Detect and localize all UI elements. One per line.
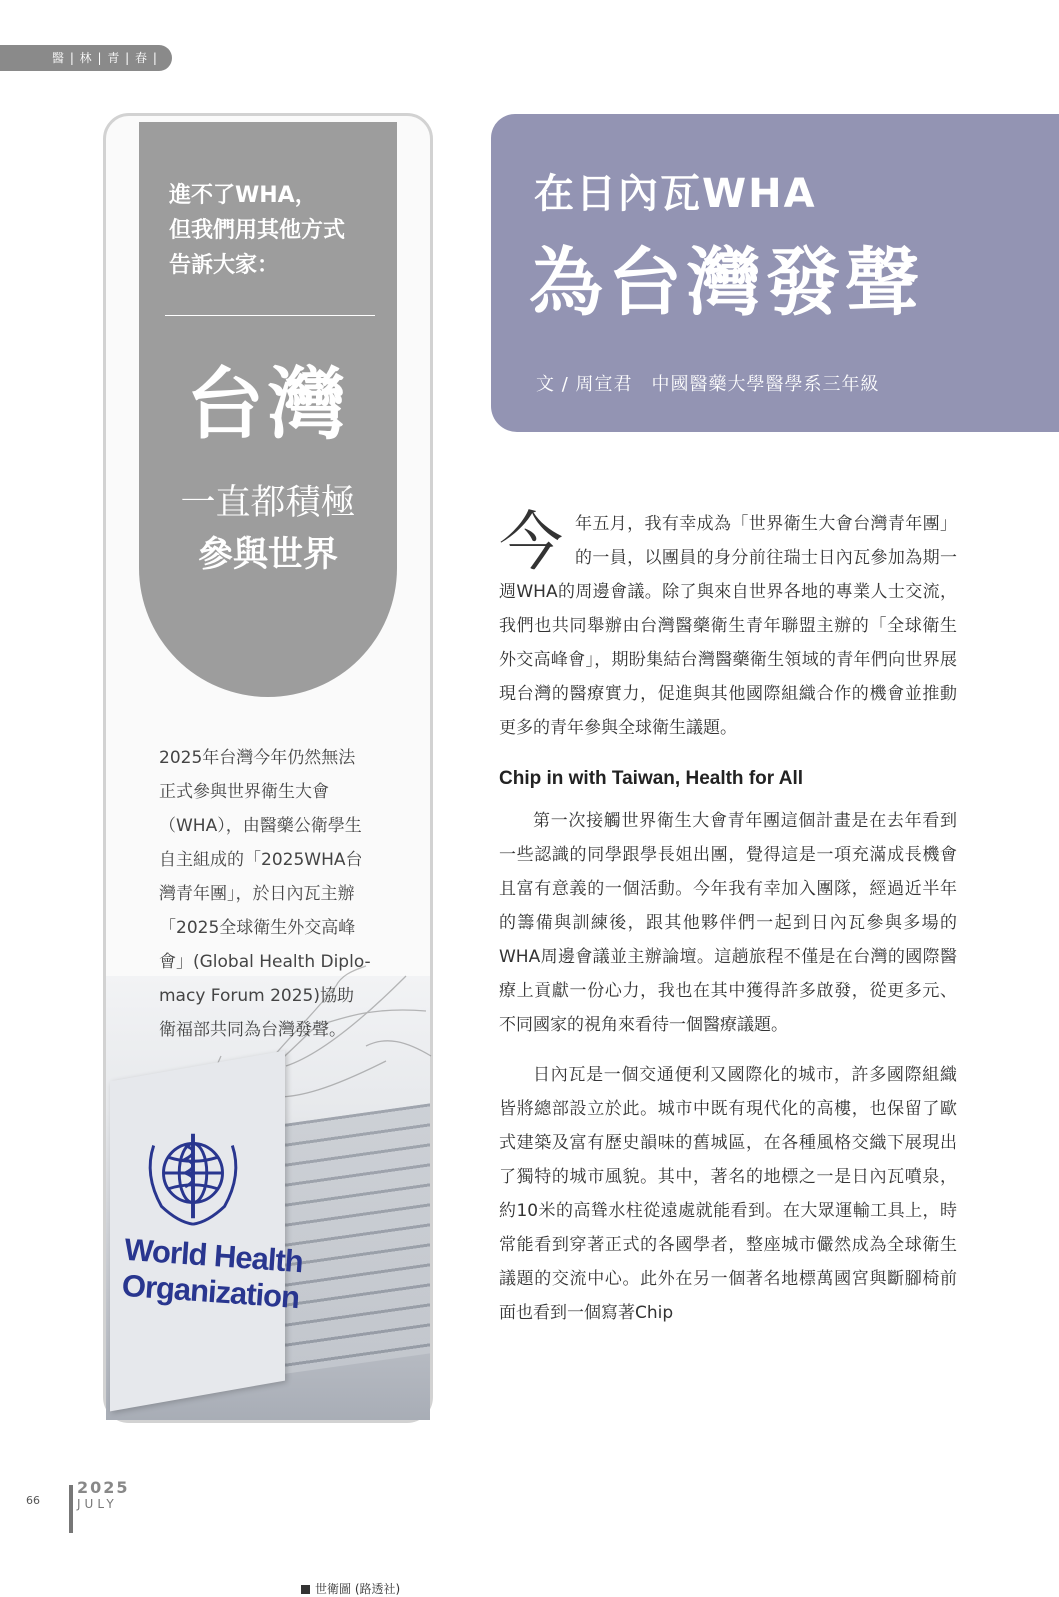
article-body: [499, 507, 957, 1330]
intro-line: 自主組成的「2025WHA台: [159, 850, 363, 870]
section-tab: 醫 | 林 | 青 | 春 | 版: [0, 45, 172, 71]
footer-month: JULY: [77, 1497, 118, 1511]
byline: 文 / 周宣君 中國醫藥大學醫學系三年級: [536, 374, 880, 395]
who-sign-line2: Organization: [120, 1267, 301, 1316]
sidebar-subtitle: [169, 178, 345, 283]
sidebar-subtitle-line: 但我們用其他方式: [169, 218, 346, 243]
drop-cap: 今: [499, 506, 563, 580]
paragraph-1-text: 年五月，我有幸成為「世界衛生大會台灣青年團」的一員，以團員的身分前往瑞士日內瓦參加為期一週WHA的周邊會議。除了與來自世界各地的專業人士交流，我們也共同舉辦由台灣醫藥衛生青年聯盟主辦的「全球衛生外交高峰會」，期盼集結台灣醫藥衛生領域的青年們向世界展現台灣的醫療實力，促進與其他國際組織合作的機會並推動更多的青年參與全球衛生議題。: [499, 514, 957, 738]
sidebar-subtitle-line: 進不了WHA，: [169, 183, 317, 208]
photo-caption: [301, 1580, 400, 1597]
photo-caption-text: 世衛圖 (路透社): [315, 1582, 401, 1596]
who-sign-text: [121, 1232, 304, 1316]
intro-line: 灣青年團」，於日內瓦主辦: [159, 884, 355, 904]
intro-line: 「2025全球衛生外交高峰: [159, 918, 356, 938]
title-line2: 為台灣發聲: [529, 240, 924, 326]
intro-line: 2025年台灣今年仍然無法: [159, 748, 356, 768]
who-sign-line1: World Health: [123, 1231, 304, 1280]
intro-line: （WHA），由醫藥公衛學生: [159, 816, 362, 836]
caption-square-icon: [301, 1585, 310, 1594]
sidebar-divider: [165, 315, 375, 316]
page-number: 66: [26, 1494, 40, 1507]
intro-line: macy Forum 2025)協助: [159, 986, 354, 1006]
title-line1: 在日內瓦WHA: [534, 171, 817, 217]
article-paragraph-3: 日內瓦是一個交通便利又國際化的城市，許多國際組織皆將總部設立於此。城市中既有現代化的高樓，也保留了歐式建築及富有歷史韻味的舊城區，在各種風格交織下展現出了獨特的城市風貌。其中，著名的地標之一是日內瓦噴泉，約10米的高聳水柱從遠處就能看到。在大眾運輸工具上，時常能看到穿著正式的各國學者，整座城市儼然成為全球衛生議題的交流中心。此外在另一個著名地標萬國宮與斷腳椅前面也看到一個寫著Chip: [499, 1065, 957, 1323]
sidebar-subtitle-line: 告訴大家：: [169, 253, 280, 278]
article-paragraph-1: [499, 507, 957, 745]
sidebar-big-title: 台灣: [185, 359, 350, 450]
sidebar-intro: [159, 741, 381, 1047]
sidebar-mid-line-bold: 參與世界: [197, 535, 338, 575]
footer-bar: [69, 1485, 73, 1533]
who-emblem-icon: [134, 1116, 252, 1234]
sidebar-banner: [139, 122, 397, 697]
sidebar-panel: [103, 113, 433, 1596]
intro-line: 正式參與世界衛生大會: [159, 782, 329, 802]
intro-line: 衛福部共同為台灣發聲。: [159, 1020, 346, 1040]
sidebar-mid-line: 一直都積極: [180, 483, 356, 523]
title-block: [491, 114, 1059, 432]
article-subheading: Chip in with Taiwan, Health for All: [499, 768, 803, 789]
intro-line: 會」(Global Health Diplo-: [159, 952, 371, 972]
article-paragraph-2: 第一次接觸世界衛生大會青年團這個計畫是在去年看到一些認識的同學跟學長姐出團，覺得這是一項充滿成長機會且富有意義的一個活動。今年我有幸加入團隊，經過近半年的籌備與訓練後，跟其他夥伴們一起到日內瓦參與多場的WHA周邊會議並主辦論壇。這趟旅程不僅是在台灣的國際醫療上貢獻一份心力，我也在其中獲得許多啟發，從更多元、不同國家的視角來看待一個醫療議題。: [499, 811, 957, 1035]
footer-year: 2025: [77, 1478, 130, 1497]
